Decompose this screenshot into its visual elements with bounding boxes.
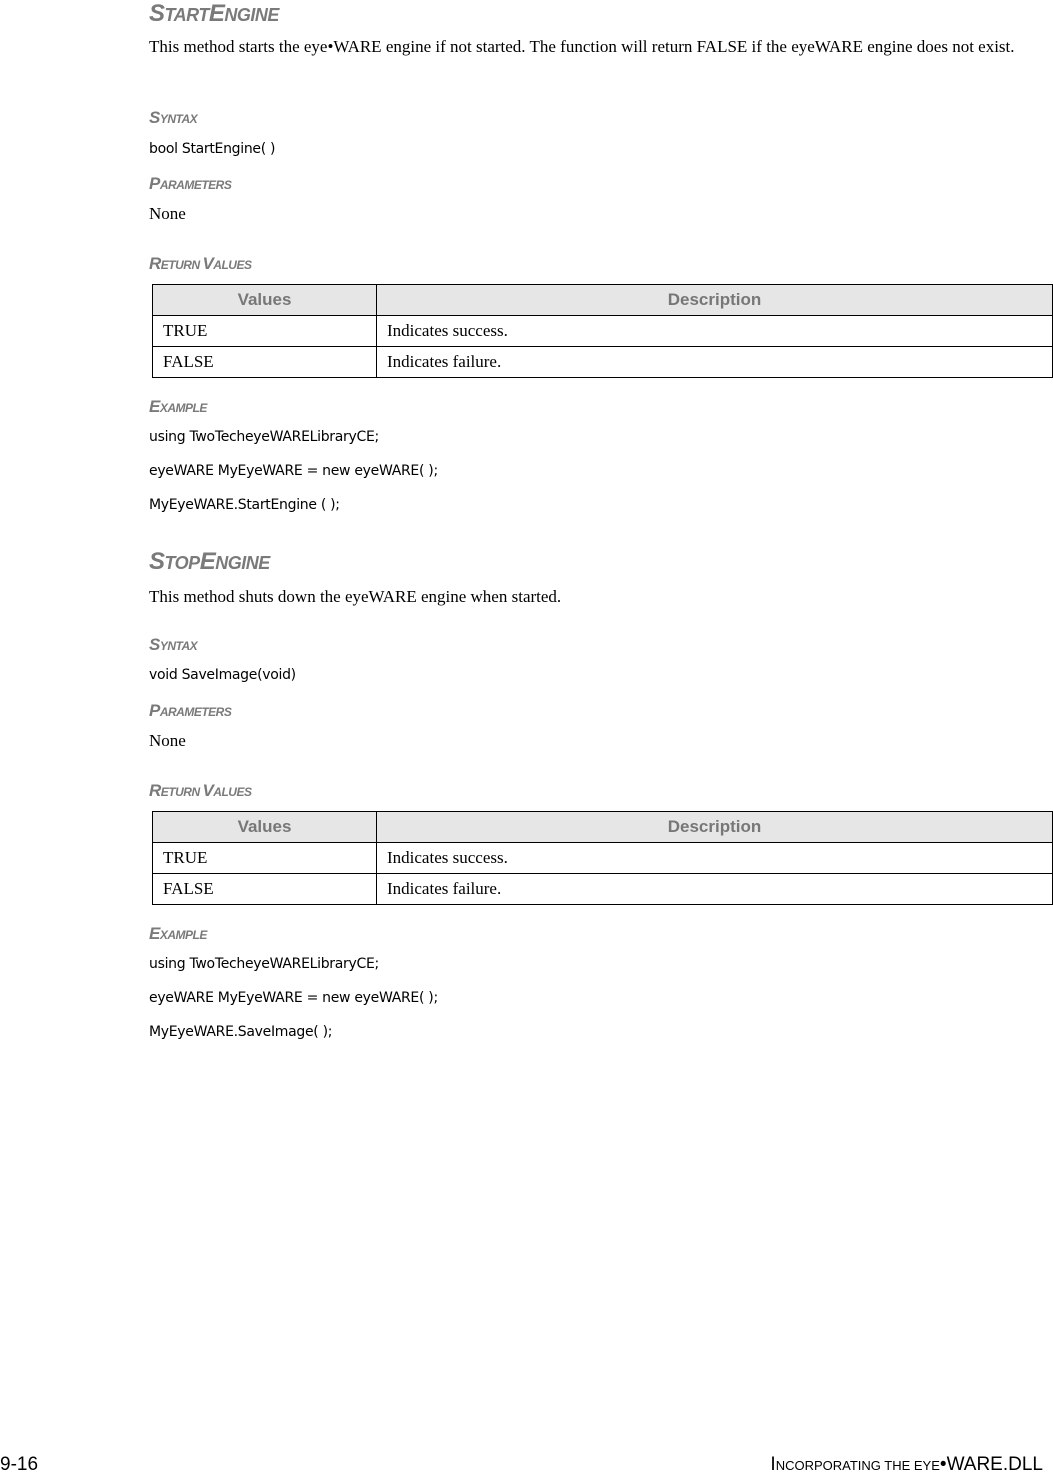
table-header-values: Values xyxy=(153,812,377,843)
method-title: STARTENGINE xyxy=(149,0,279,27)
example-line: using TwoTecheyeWARELibraryCE; xyxy=(149,429,379,445)
table-cell: FALSE xyxy=(153,347,377,378)
table-cell: Indicates success. xyxy=(377,843,1053,874)
return-values-heading: RETURN VALUES xyxy=(149,781,252,800)
table-header-row xyxy=(153,812,1053,843)
table-header-description: Description xyxy=(377,812,1053,843)
example-line: MyEyeWARE.StartEngine ( ); xyxy=(149,497,340,513)
chapter-footer: INCORPORATING THE EYE•WARE.DLL xyxy=(770,1454,1043,1475)
syntax-heading: SYNTAX xyxy=(149,108,198,127)
return-values-table xyxy=(152,811,1053,905)
parameters-text: None xyxy=(149,204,186,223)
table-header-description: Description xyxy=(377,285,1053,316)
table-cell: Indicates failure. xyxy=(377,347,1053,378)
table-header-values: Values xyxy=(153,285,377,316)
page-number: 9-16 xyxy=(0,1454,39,1475)
table-row xyxy=(153,316,1053,347)
return-values-heading: RETURN VALUES xyxy=(149,254,252,273)
return-values-table xyxy=(152,284,1053,378)
method-description: This method shuts down the eyeWARE engine when started. xyxy=(149,587,562,606)
syntax-code: bool StartEngine( ) xyxy=(149,141,276,157)
table-row xyxy=(153,347,1053,378)
table-cell: Indicates failure. xyxy=(377,874,1053,905)
table-row xyxy=(153,874,1053,905)
table-cell: TRUE xyxy=(153,843,377,874)
example-line: using TwoTecheyeWARELibraryCE; xyxy=(149,956,379,972)
table-header-row xyxy=(153,285,1053,316)
table-cell: FALSE xyxy=(153,874,377,905)
parameters-text: None xyxy=(149,731,186,750)
table-cell: TRUE xyxy=(153,316,377,347)
example-heading: EXAMPLE xyxy=(149,924,207,943)
example-heading: EXAMPLE xyxy=(149,397,207,416)
table-row xyxy=(153,843,1053,874)
example-line: eyeWARE MyEyeWARE = new eyeWARE( ); xyxy=(149,463,438,479)
method-description: This method starts the eye•WARE engine if not started. The function will return FALSE if the eyeWARE engine does not exist. xyxy=(149,37,1015,56)
syntax-heading: SYNTAX xyxy=(149,635,198,654)
table-cell: Indicates success. xyxy=(377,316,1053,347)
method-title: STOPENGINE xyxy=(149,548,270,575)
example-line: MyEyeWARE.SaveImage( ); xyxy=(149,1024,333,1040)
parameters-heading: PARAMETERS xyxy=(149,701,232,720)
parameters-heading: PARAMETERS xyxy=(149,174,232,193)
syntax-code: void SaveImage(void) xyxy=(149,667,296,683)
example-line: eyeWARE MyEyeWARE = new eyeWARE( ); xyxy=(149,990,438,1006)
